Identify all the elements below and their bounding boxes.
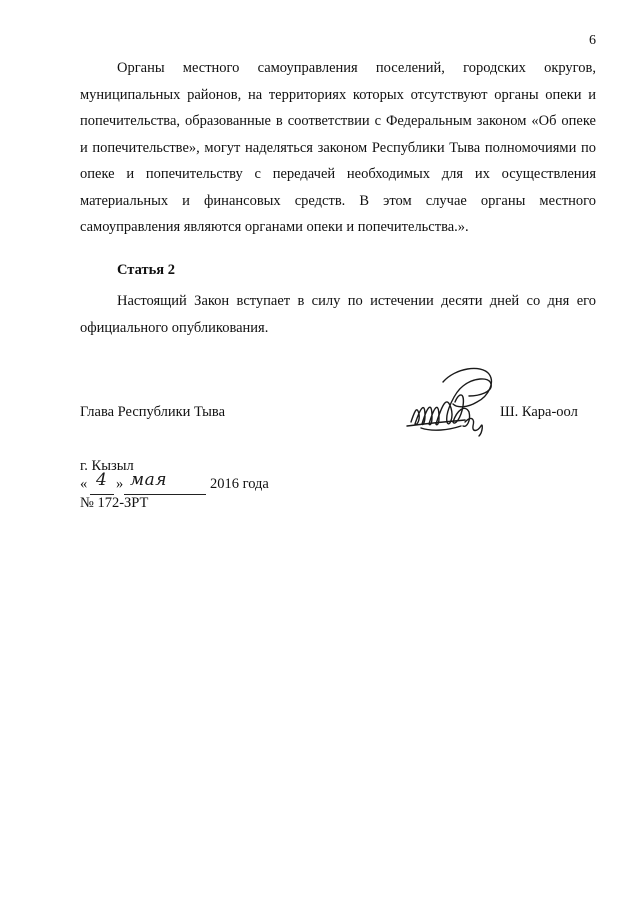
date-day-field xyxy=(90,470,114,495)
date-year: 2016 года xyxy=(210,476,269,492)
signer-name: Ш. Кара-оол xyxy=(500,404,578,420)
signer-title: Глава Республики Тыва xyxy=(80,404,226,420)
signature-image xyxy=(403,362,497,444)
page-number: 6 xyxy=(589,33,596,48)
law-number: № 172-ЗРТ xyxy=(80,495,149,511)
date-month-field xyxy=(124,470,206,495)
body-paragraph: Настоящий Закон вступает в силу по истечении десяти дней со дня его официального опубликования. xyxy=(80,293,596,336)
article-heading: Статья 2 xyxy=(117,262,175,278)
quote-close: » xyxy=(116,476,124,492)
place-of-signing: г. Кызыл xyxy=(80,458,134,474)
quote-open: « xyxy=(80,476,88,492)
body-paragraph: Органы местного самоуправления поселений, городских округов, муниципальных районов, на территориях которых отсутствуют органы опеки и попечительства, образованные в соответствии с Федеральным законом «Об опеке и попечительстве», могут наделяться законом Республики Тыва полномочиями по опеке и попечительству с передачей необходимых для их осуществления материальных и финансовых средств. В этом случае органы местного самоуправления являются органами опеки и попечительства.». xyxy=(80,60,596,235)
handwritten-month: мая xyxy=(130,470,167,490)
handwritten-day: 4 xyxy=(96,470,107,490)
